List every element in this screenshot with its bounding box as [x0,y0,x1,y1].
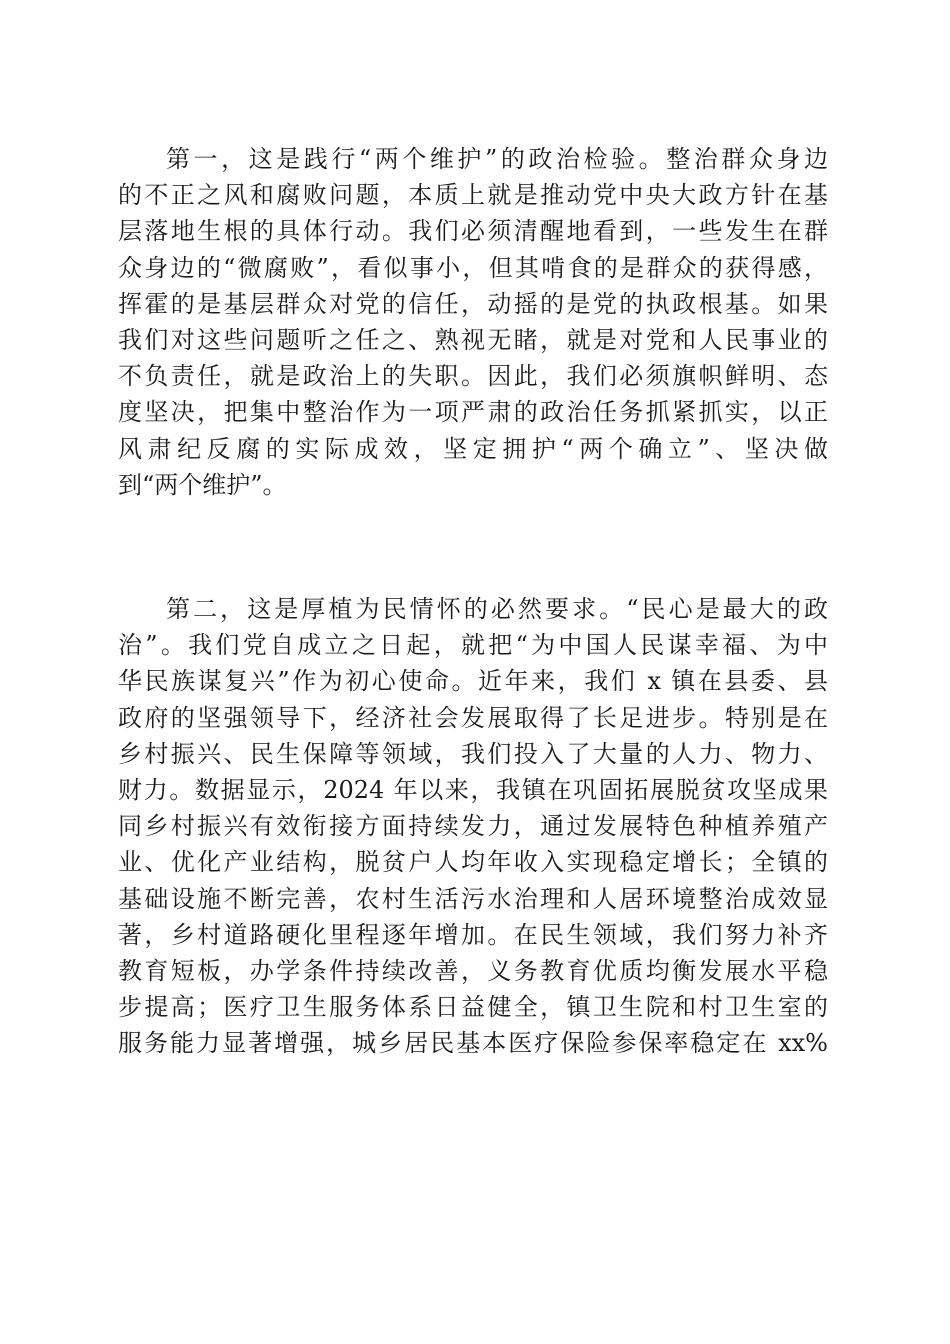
paragraph-line: 著，乡村道路硬化里程逐年增加。在民生领域，我们努力补齐 [118,920,828,949]
paragraph-line: 风肃纪反腐的实际成效，坚定拥护“两个确立”、坚决做 [118,434,828,463]
paragraph-line: 我们对这些问题听之任之、熟视无睹，就是对党和人民事业的 [118,325,828,354]
paragraph-line: 教育短板，办学条件持续改善，义务教育优质均衡发展水平稳 [118,956,828,985]
paragraph-line: 第二，这是厚植为民情怀的必然要求。“民心是最大的政 [166,595,828,623]
paragraph-line: 层落地生根的具体行动。我们必须清醒地看到，一些发生在群 [118,217,828,246]
paragraph-line: 众身边的“微腐败”，看似事小，但其啃食的是群众的获得感， [118,253,828,282]
paragraph-line: 乡村振兴、民生保障等领域，我们投入了大量的人力、物力、 [118,739,828,768]
paragraph-line: 政府的坚强领导下，经济社会发展取得了长足进步。特别是在 [118,703,828,732]
paragraph-line: 财力。数据显示，2024 年以来，我镇在巩固拓展脱贫攻坚成果 [118,775,828,804]
paragraph-line: 服务能力显著增强，城乡居民基本医疗保险参保率稳定在 xx% [118,1029,828,1058]
paragraph-line: 度坚决，把集中整治作为一项严肃的政治任务抓紧抓实，以正 [118,398,828,427]
paragraph-line: 基础设施不断完善，农村生活污水治理和人居环境整治成效显 [118,884,828,913]
paragraph-second-people-sentiment [118,591,828,1061]
paragraph-line: 业、优化产业结构，脱贫户人均年收入实现稳定增长；全镇的 [118,848,828,877]
paragraph-line: 第一，这是践行“两个维护”的政治检验。整治群众身边 [166,145,828,173]
paragraph-line: 的不正之风和腐败问题，本质上就是推动党中央大政方针在基 [118,181,828,210]
paragraph-line: 同乡村振兴有效衔接方面持续发力，通过发展特色种植养殖产 [118,812,828,841]
paragraph-line: 挥霍的是基层群众对党的信任，动摇的是党的执政根基。如果 [118,289,828,318]
paragraph-line: 到“两个维护”。 [118,470,287,499]
paragraph-first-political-test [118,141,828,503]
paragraph-line: 步提高；医疗卫生服务体系日益健全，镇卫生院和村卫生室的 [118,993,828,1022]
paragraph-line: 治”。我们党自成立之日起，就把“为中国人民谋幸福、为中 [118,631,828,660]
paragraph-line: 不负责任，就是政治上的失职。因此，我们必须旗帜鲜明、态 [118,362,828,391]
paragraph-line: 华民族谋复兴”作为初心使命。近年来，我们 x 镇在县委、县 [118,667,828,696]
